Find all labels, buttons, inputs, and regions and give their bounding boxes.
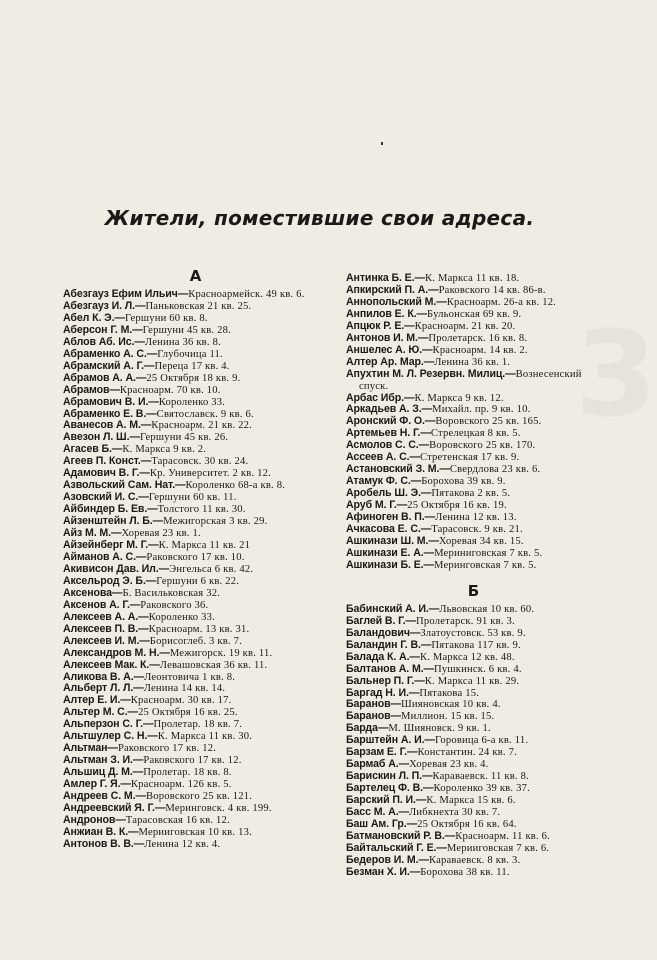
resident-address: Красноарм. 126 кв. 5.	[130, 779, 232, 791]
resident-name: Абраменко Е. В.—	[63, 407, 157, 420]
resident-name: Айманов А. С.—	[63, 550, 147, 563]
resident-name: Алексеев П. В.—	[63, 622, 149, 635]
resident-address: Паньковская 21 кв. 25.	[145, 300, 252, 312]
resident-address: Пятакова 2 кв. 5.	[431, 488, 511, 500]
left-column	[63, 268, 328, 851]
resident-name: Астановский З. М.—	[346, 463, 450, 476]
resident-address: Караваевск. 11 кв. 8.	[432, 771, 529, 783]
resident-address: Константин. 24 кв. 7.	[417, 747, 517, 759]
resident-name: Бабинский А. И.—	[346, 602, 440, 615]
resident-name: Альтер М. С.—	[63, 706, 139, 719]
resident-name: Антонов В. В.—	[63, 837, 145, 850]
resident-address: Михайл. пр. 9 кв. 10.	[432, 404, 531, 416]
resident-address: Ленина 12 кв. 13.	[435, 512, 517, 524]
resident-address: Борисоглеб. 3 кв. 7.	[149, 635, 242, 647]
resident-address: Горовица 6-а кв. 11.	[434, 735, 529, 747]
resident-name: Бедеров И. М.—	[346, 853, 429, 866]
resident-name: Альшиц Д. М.—	[63, 766, 144, 779]
resident-name: Абел К. Э.—	[63, 311, 125, 324]
resident-name: Амлер Г. Я.—	[63, 778, 131, 791]
resident-name: Аннопольский М.—	[346, 295, 447, 308]
resident-address: 25 Октября 16 кв. 19.	[407, 500, 507, 512]
resident-address: Хоревая 34 кв. 15.	[438, 535, 524, 547]
resident-name: Баглей В. Г.—	[346, 614, 417, 627]
resident-name: Абрамский А. Г.—	[63, 359, 155, 372]
resident-name: Абрамов А. А.—	[63, 371, 147, 384]
resident-name: Абезгауз Ефим Ильич—	[63, 288, 189, 300]
resident-name: Абраменко А. С.—	[63, 347, 158, 360]
resident-address: Короленко 33.	[158, 396, 226, 408]
page-title: Жители, поместившие свои адреса.	[104, 206, 535, 230]
resident-address: 25 Октября 18 кв. 9.	[146, 372, 241, 384]
resident-name: Баландин Г. В.—	[346, 638, 432, 651]
resident-name: Апцюк Р. Е.—	[346, 319, 415, 332]
resident-name: Апухтин М. Л. Резервн. Милиц.—	[346, 367, 516, 380]
resident-name: Алтер Е. И.—	[63, 694, 131, 707]
resident-address: Тарасовск. 9 кв. 21.	[431, 524, 523, 536]
resident-name: Анжиан В. К.—	[63, 825, 139, 838]
resident-address: Мериниговская 7 кв. 5.	[434, 547, 543, 559]
resident-name: Баргад Н. И.—	[346, 686, 420, 699]
resident-name: Альтман З. И.—	[63, 754, 144, 767]
resident-name: Атамук Ф. С.—	[346, 475, 422, 488]
resident-address: Пролетарск. 16 кв. 8.	[428, 332, 528, 344]
resident-address: Львовская 10 кв. 60.	[439, 603, 535, 615]
resident-name: Барзам Е. Г.—	[346, 746, 418, 759]
resident-name: Ашкинази Б. Е.—	[346, 558, 435, 571]
resident-address: Воровского 25 кв. 170.	[429, 440, 536, 452]
resident-address: К. Маркса 9 кв. 2.	[122, 444, 207, 456]
resident-name: Адамович В. Г.—	[63, 467, 150, 480]
resident-name: Айзенштейн Л. Б.—	[63, 515, 164, 528]
resident-name: Аберсон Г. М.—	[63, 323, 143, 336]
resident-name: Айбиндер Б. Ев.—	[63, 503, 158, 516]
resident-address: Меринговская 7 кв. 5.	[434, 559, 537, 571]
directory-entry	[346, 369, 601, 393]
resident-name: Аркадьев А. З.—	[346, 403, 433, 416]
resident-name: Батмановский Р. В.—	[346, 829, 456, 842]
resident-name: Аробель Ш. Э.—	[346, 487, 432, 500]
resident-address: Короленко 39 кв. 37.	[433, 783, 530, 795]
resident-name: Асмолов С. С.—	[346, 439, 430, 452]
resident-address: Раковского 36.	[140, 599, 209, 611]
resident-address: Борохова 39 кв. 9.	[421, 476, 506, 488]
resident-address: Хоревая 23 кв. 4.	[409, 759, 489, 771]
resident-name: Аксенова—	[63, 586, 123, 599]
resident-name: Айз М. М.—	[63, 527, 122, 540]
bleed-through-mark: 3	[575, 305, 657, 443]
resident-name: Ассеев А. С.—	[346, 451, 420, 464]
resident-name: Бармаб А.—	[346, 758, 410, 771]
resident-address: К. Маркса 12 кв. 48.	[419, 651, 515, 663]
resident-address: Пушкинск. 6 кв. 4.	[434, 663, 522, 675]
resident-address: Стрелецкая 8 кв. 5.	[430, 428, 521, 440]
resident-address: Златоустовск. 53 кв. 9.	[420, 627, 526, 639]
resident-address: К. Маркса 15 кв. 6.	[426, 795, 516, 807]
resident-name: Акивисон Дав. Ил.—	[63, 562, 170, 575]
resident-address: Караваевск. 8 кв. 3.	[428, 854, 521, 866]
resident-address: К. Маркса 11 кв. 30.	[157, 731, 253, 743]
resident-name: Алексеев А. А.—	[63, 610, 149, 623]
resident-address: Хоревая 23 кв. 1.	[121, 528, 201, 540]
resident-address: Короленко 33.	[148, 611, 215, 623]
resident-address: Раковского 17 кв. 10.	[146, 551, 245, 563]
resident-address: К. Маркса 11 кв. 21	[158, 540, 251, 552]
resident-name: Ачкасова Е. С.—	[346, 523, 432, 536]
resident-address: Глубочица 11.	[157, 348, 223, 360]
resident-name: Ашкинази Ш. М.—	[346, 534, 439, 547]
resident-name: Басс М. А.—	[346, 806, 410, 819]
resident-address: Кр. Университет. 2 кв. 12.	[149, 468, 271, 480]
resident-address: Ленина 12 кв. 4.	[144, 838, 221, 850]
resident-name: Альберт Л. Л.—	[63, 682, 144, 695]
resident-address: Ленина 36 кв. 1.	[434, 356, 511, 368]
resident-address: 25 Октября 16 кв. 25.	[138, 707, 238, 719]
resident-name: Барискин Л. П.—	[346, 770, 433, 783]
resident-name: Алтер Ар. Мар.—	[346, 355, 435, 368]
resident-name: Аронский Ф. О.—	[346, 415, 436, 428]
resident-name: Андреевский Я. Г.—	[63, 801, 166, 814]
resident-name: Азвольский Сам. Нат.—	[63, 479, 186, 492]
resident-name: Антинка Б. Е.—	[346, 272, 425, 284]
resident-address: Воровского 25 кв. 165.	[435, 416, 542, 428]
resident-name: Анпилов Е. К.—	[346, 307, 428, 320]
resident-address: Красноарм. 70 кв. 10.	[119, 384, 221, 396]
resident-address: Стретенская 17 кв. 9.	[419, 452, 520, 464]
resident-name: Антонов И. М.—	[346, 331, 429, 344]
resident-address: Пролетар. 18 кв. 8.	[143, 767, 232, 779]
resident-name: Аруб М. Г.—	[346, 499, 408, 512]
resident-address: Борохова 38 кв. 11.	[420, 866, 510, 878]
resident-address: К. Маркса 9 кв. 12.	[414, 392, 504, 404]
resident-address: Воровского 25 кв. 121.	[145, 791, 253, 803]
resident-address: Ленина 36 кв. 8.	[144, 336, 221, 348]
resident-address: Гершуни 45 кв. 26.	[139, 432, 229, 444]
resident-name: Барштейн А. И.—	[346, 734, 435, 747]
resident-address: Красноарм. 26-а кв. 12.	[446, 296, 557, 308]
resident-name: Альтшулер С. Н.—	[63, 730, 158, 743]
right-column	[346, 273, 601, 879]
resident-name: Азовский И. С.—	[63, 491, 149, 504]
resident-name: Ашкинази Е. А.—	[346, 546, 435, 559]
resident-name: Андронов—	[63, 813, 126, 826]
resident-address: Б. Васильковская 32.	[122, 587, 221, 599]
resident-name: Баландович—	[346, 626, 421, 639]
resident-name: Аксенов А. Г.—	[63, 598, 141, 611]
resident-name: Балтанов А. М.—	[346, 662, 435, 675]
resident-name: Апкирский П. А.—	[346, 283, 439, 296]
resident-address: Гершуни 60 кв. 8.	[124, 312, 208, 324]
resident-address: Пятакова 117 кв. 9.	[431, 639, 521, 651]
resident-address: К. Маркса 11 кв. 29.	[424, 675, 520, 687]
resident-name: Арбас Ибр.—	[346, 391, 415, 404]
resident-address: Вознесенский спуск.	[359, 368, 582, 392]
resident-name: Алексеев И. М.—	[63, 634, 150, 647]
resident-name: Андреев С. М.—	[63, 790, 146, 803]
resident-name: Абрамов—	[63, 383, 120, 396]
resident-address: Раковского 17 кв. 12.	[117, 743, 217, 755]
resident-address: Красноарм. 14 кв. 2.	[432, 344, 528, 356]
resident-address: К. Маркса 11 кв. 18.	[425, 273, 520, 284]
resident-address: Бульонская 69 кв. 9.	[427, 308, 522, 320]
resident-address: Красноармейск. 49 кв. 6.	[188, 289, 305, 300]
resident-name: Айзейнберг М. Г.—	[63, 539, 159, 552]
resident-name: Аблов Аб. Ис.—	[63, 335, 145, 348]
resident-name: Аншелес А. Ю.—	[346, 343, 433, 356]
resident-address: Пятакова 15.	[419, 687, 480, 699]
resident-name: Аксельрод Э. Б.—	[63, 574, 157, 587]
resident-address: Либкнехта 30 кв. 7.	[409, 807, 501, 819]
resident-address: Леонтовича 1 кв. 8.	[144, 671, 236, 683]
resident-name: Агеев П. Конст.—	[63, 455, 152, 468]
directory-entry	[346, 560, 601, 572]
resident-address: Меринговск. 4 кв. 199.	[165, 802, 272, 814]
resident-address: Мерииговская 10 кв. 13.	[138, 826, 252, 838]
resident-address: Межигорская 3 кв. 29.	[163, 516, 268, 528]
resident-address: Пролетарск. 91 кв. 3.	[416, 615, 515, 627]
directory-entry	[63, 839, 328, 851]
resident-name: Артемьев Н. Г.—	[346, 427, 431, 440]
resident-name: Барда—	[346, 722, 389, 735]
resident-address: Мерииговская 7 кв. 6.	[446, 842, 550, 854]
resident-name: Агасев Б.—	[63, 443, 123, 456]
resident-name: Байтальский Г. Е.—	[346, 841, 447, 854]
section-letter: Б	[467, 581, 480, 600]
resident-address: Энгельса 6 кв. 42.	[169, 563, 254, 575]
resident-address: Гершуни 60 кв. 11.	[148, 492, 237, 504]
resident-address: Святославск. 9 кв. 6.	[156, 408, 254, 420]
resident-address: Миллион. 15 кв. 15.	[401, 711, 495, 723]
resident-address: Шияновская 10 кв. 4.	[401, 699, 501, 711]
resident-name: Абрамович В. И.—	[63, 395, 159, 408]
resident-address: Красноарм. 11 кв. 6.	[455, 830, 551, 842]
resident-address: Гершуни 45 кв. 28.	[142, 324, 231, 336]
resident-name: Безман Х. И.—	[346, 865, 421, 878]
resident-name: Бальнер П. Г.—	[346, 674, 425, 687]
resident-name: Афиноген В. П.—	[346, 511, 436, 524]
resident-name: Александров М. Н.—	[63, 646, 170, 659]
resident-address: Красноарм. 21 кв. 22.	[151, 420, 252, 432]
resident-name: Бартелец Ф. В.—	[346, 782, 434, 795]
resident-address: Свердлова 23 кв. 6.	[449, 464, 541, 476]
resident-address: Пролетар. 18 кв. 7.	[153, 719, 243, 731]
resident-address: Короленко 68-а кв. 8.	[185, 480, 286, 492]
resident-address: Раковского 14 кв. 86-в.	[438, 284, 546, 296]
resident-address: Красноарм. 30 кв. 17.	[130, 695, 232, 707]
ink-dot	[381, 142, 383, 145]
directory-entry	[346, 867, 601, 879]
resident-address: Гершуни 6 кв. 22.	[156, 575, 240, 587]
resident-name: Аликова В. А.—	[63, 670, 145, 683]
resident-name: Алексеев Мак. К.—	[63, 658, 160, 671]
resident-name: Абезгауз И. Л.—	[63, 299, 146, 312]
resident-address: Левашовская 36 кв. 11.	[159, 659, 268, 671]
resident-address: Ленина 14 кв. 14.	[143, 683, 226, 695]
resident-name: Альперзон С. Г.—	[63, 718, 154, 731]
resident-name: Авезон Л. Ш.—	[63, 431, 140, 444]
resident-address: М. Шияновск. 9 кв. 1.	[388, 723, 491, 735]
resident-name: Баранов—	[346, 710, 402, 723]
section-letter: А	[189, 267, 202, 285]
resident-name: Барский П. И.—	[346, 794, 427, 807]
resident-address: Красноарм. 21 кв. 20.	[414, 320, 516, 332]
resident-address: Тарасовск. 30 кв. 24.	[151, 456, 249, 468]
resident-name: Балада К. А.—	[346, 650, 420, 663]
resident-address: Толстого 11 кв. 30.	[157, 504, 246, 516]
resident-name: Аванесов А. М.—	[63, 419, 152, 432]
resident-address: Межигорск. 19 кв. 11.	[169, 647, 273, 659]
resident-address: Тарасовская 16 кв. 12.	[125, 814, 230, 826]
resident-address: Красноарм. 13 кв. 31.	[148, 623, 250, 635]
resident-name: Баранов—	[346, 698, 402, 711]
resident-address: Переца 17 кв. 4.	[154, 360, 230, 372]
resident-address: 25 Октября 16 кв. 64.	[417, 818, 517, 830]
resident-name: Баш Ам. Гр.—	[346, 817, 418, 830]
resident-name: Альтман—	[63, 742, 118, 755]
resident-address: Раковского 17 кв. 12.	[143, 755, 242, 767]
